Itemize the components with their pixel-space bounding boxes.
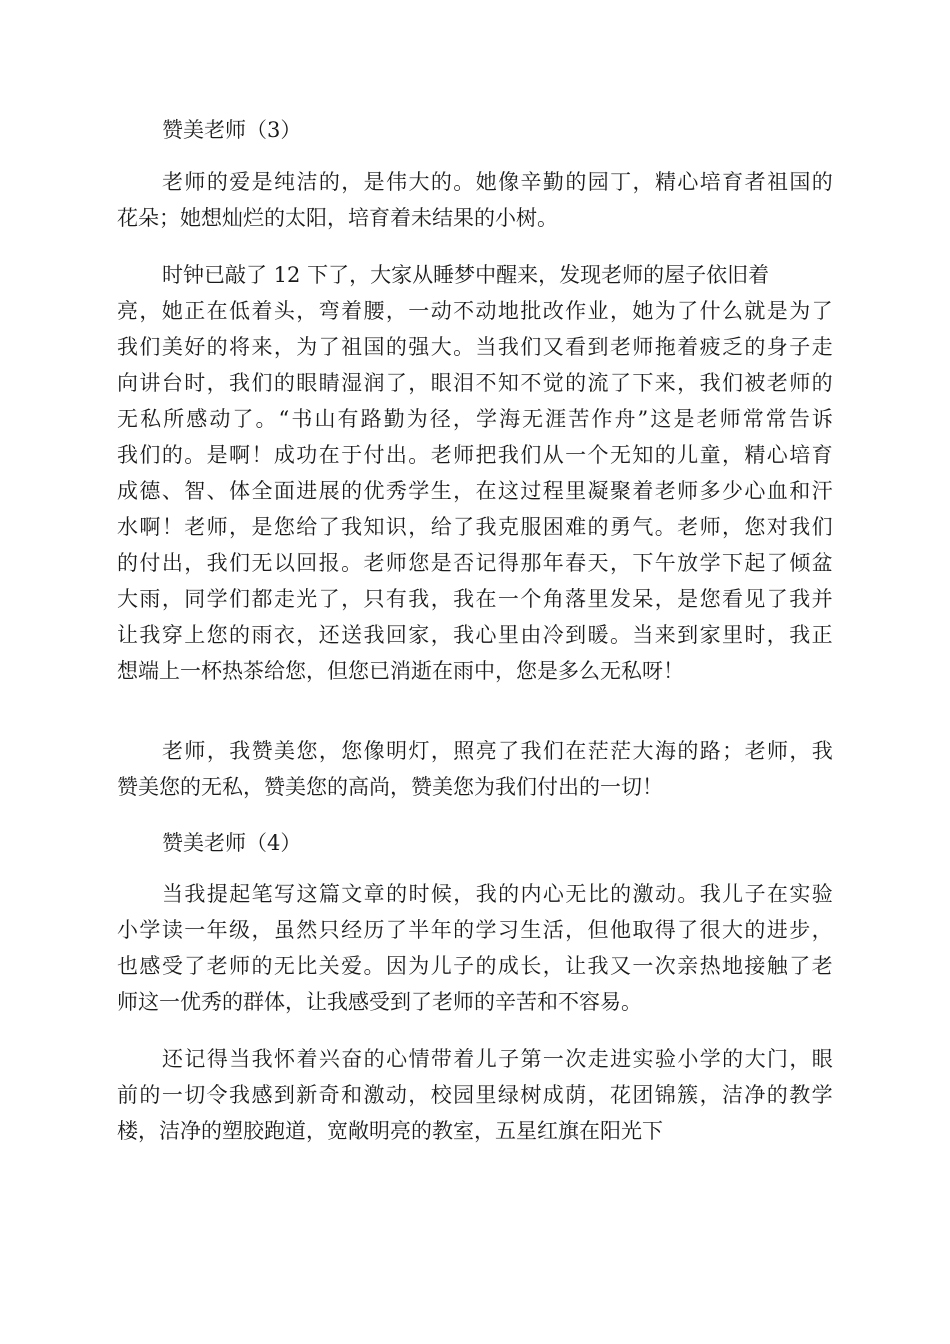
paragraph-line: 花朵；她想灿烂的太阳，培育着未结果的小树。 [117,206,558,230]
paragraph-line: 楼，洁净的塑胶跑道，宽敞明亮的教室，五星红旗在阳光下 [117,1119,663,1143]
heading-line: 赞美老师（4） [162,831,302,855]
paragraph-line: 水 啊 ！ 老 师 ， 是 您 给 了 我 知 识 ， 给 了 我 克 服 困 难 的 勇 气 。 老 师 ， 您 对 我 们 [117,515,833,539]
paragraph-line: 前 的 一 切 令 我 感 到 新 奇 和 激 动 ， 校 园 里 绿 树 成 荫 ， 花 团 锦 簇 ， 洁 净 的 教 学 [117,1083,833,1107]
paragraph-4 [117,876,833,1020]
paragraph-line: 我 们 的 。 是 啊 ！ 成 功 在 于 付 出 。 老 师 把 我 们 从 一 个 无 知 的 儿 童 ， 精 心 培 育 [117,443,833,467]
paragraph-line: 时钟已敲了 12 下了，大家从睡梦中醒来，发现老师的屋子依旧着 [162,263,770,287]
paragraph-line: 成 德 、 智 、 体 全 面 进 展 的 优 秀 学 生 ， 在 这 过 程 里 凝 聚 着 老 师 多 少 心 血 和 汗 [117,479,833,503]
paragraph-line: 老 师 的 爱 是 纯 洁 的 ， 是 伟 大 的 。 她 像 辛 勤 的 园 丁 ， 精 心 培 育 者 祖 国 的 [162,170,833,194]
heading-line: 赞美老师（3） [162,118,302,142]
paragraph-line: 亮 ， 她 正 在 低 着 头 ， 弯 着 腰 ， 一 动 不 动 地 批 改 作 业 ， 她 为 了 什 么 就 是 为 了 [117,299,833,323]
paragraph-line: 向 讲 台 时 ， 我 们 的 眼 睛 湿 润 了 ， 眼 泪 不 知 不 觉 的 流 了 下 来 ， 我 们 被 老 师 的 [117,371,833,395]
paragraph-line: 大 雨 ， 同 学 们 都 走 光 了 ， 只 有 我 ， 我 在 一 个 角 落 里 发 呆 ， 是 您 看 见 了 我 并 [117,587,833,611]
paragraph-line: 老 师 ， 我 赞 美 您 ， 您 像 明 灯 ， 照 亮 了 我 们 在 茫 茫 大 海 的 路 ； 老 师 ， 我 [162,739,833,763]
paragraph-line: 赞美您的无私，赞美您的高尚，赞美您为我们付出的一切！ [117,775,663,799]
heading-praise-teacher-3 [117,112,833,148]
paragraph-2 [117,257,833,689]
paragraph-line: 师这一优秀的群体，让我感受到了老师的辛苦和不容易。 [117,990,642,1014]
paragraph-line: 无 私 所 感 动 了 。 “ 书 山 有 路 勤 为 径 ， 学 海 无 涯 苦 作 舟 ” 这 是 老 师 常 常 告 诉 [117,407,833,431]
paragraph-line: 当 我 提 起 笔 写 这 篇 文 章 的 时 候 ， 我 的 内 心 无 比 的 激 动 。 我 儿 子 在 实 验 [162,882,833,906]
paragraph-line: 让 我 穿 上 您 的 雨 衣 ， 还 送 我 回 家 ， 我 心 里 由 冷 到 暖 。 当 来 到 家 里 时 ， 我 正 [117,623,833,647]
paragraph-line: 的 付 出 ， 我 们 无 以 回 报 。 老 师 您 是 否 记 得 那 年 春 天 ， 下 午 放 学 下 起 了 倾 盆 [117,551,833,575]
heading-praise-teacher-4 [117,825,833,861]
paragraph-3 [117,733,833,805]
paragraph-line: 我 们 美 好 的 将 来 ， 为 了 祖 国 的 强 大 。 当 我 们 又 看 到 老 师 拖 着 疲 乏 的 身 子 走 [117,335,833,359]
paragraph-line: 想端上一杯热茶给您，但您已消逝在雨中，您是多么无私呀！ [117,659,684,683]
paragraph-5 [117,1041,833,1149]
paragraph-line: 也 感 受 了 老 师 的 无 比 关 爱 。 因 为 儿 子 的 成 长 ， 让 我 又 一 次 亲 热 地 接 触 了 老 [117,954,833,978]
paragraph-line: 还 记 得 当 我 怀 着 兴 奋 的 心 情 带 着 儿 子 第 一 次 走 进 实 验 小 学 的 大 门 ， 眼 [162,1047,833,1071]
paragraph-line: 小 学 读 一 年 级 ， 虽 然 只 经 历 了 半 年 的 学 习 生 活 ， 但 他 取 得 了 很 大 的 进 步 ， [117,918,833,942]
paragraph-1 [117,164,833,236]
